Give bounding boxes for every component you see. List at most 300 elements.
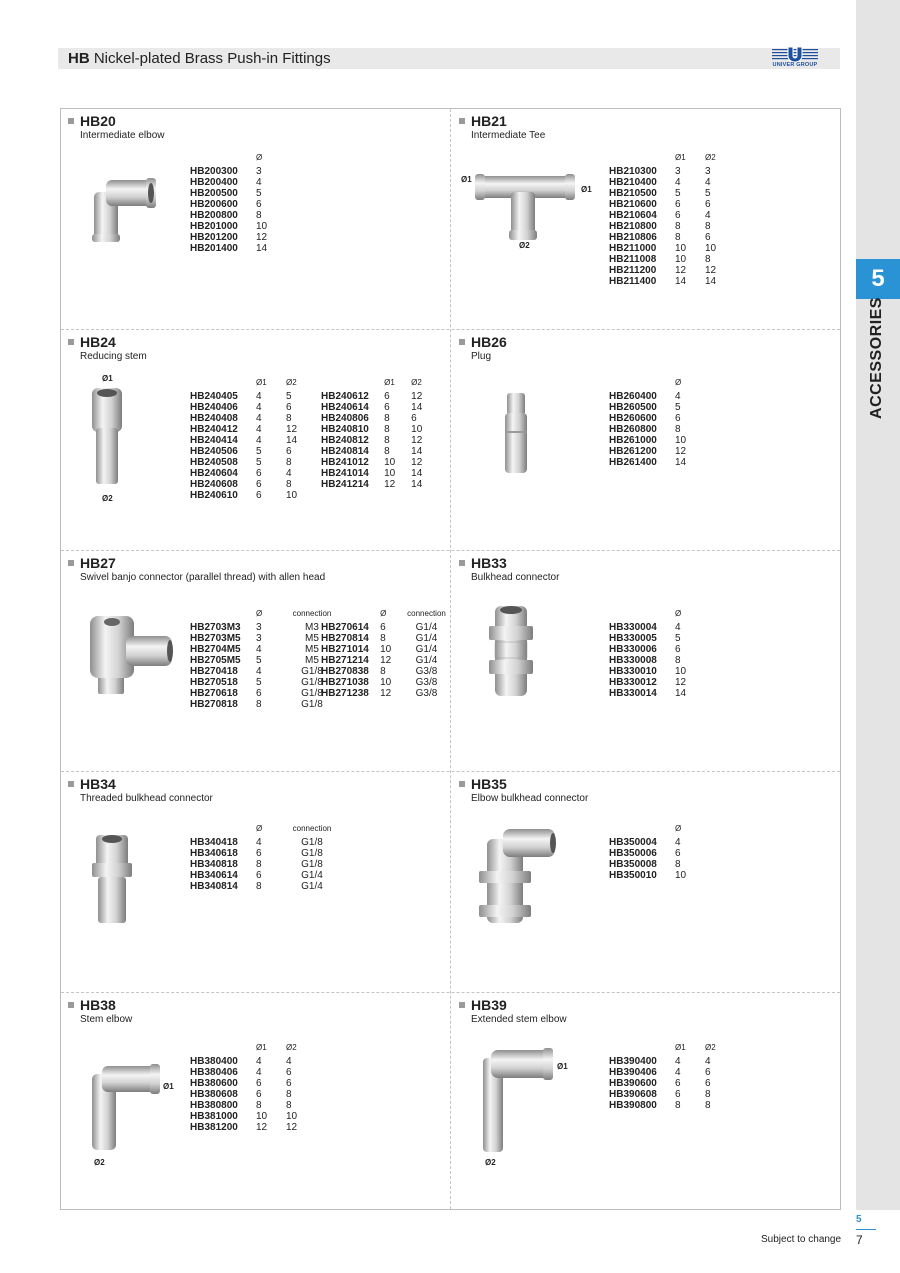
plug-icon — [503, 391, 529, 475]
bullet-icon — [68, 560, 74, 566]
dimension-value: 8 — [675, 424, 681, 435]
table-row — [609, 848, 705, 859]
banjo-connector-icon — [82, 612, 176, 696]
dimension-value: 4 — [675, 1056, 681, 1067]
footer-rule — [856, 1229, 876, 1230]
dimension-value: 10 — [256, 221, 268, 232]
part-number: HB240506 — [190, 446, 238, 457]
table-row — [190, 177, 286, 188]
part-number: HB350010 — [609, 870, 657, 881]
dimension-value: 3 — [256, 166, 262, 177]
column-header-code — [190, 608, 256, 622]
dimension-value: 12 — [380, 655, 392, 666]
bulkhead-connector-icon — [487, 604, 535, 698]
table-row — [609, 1100, 749, 1111]
part-number: HB211400 — [609, 276, 657, 287]
column-header-code — [321, 608, 380, 622]
part-number: HB2704M5 — [190, 644, 241, 655]
dimension-value: 8 — [384, 424, 390, 435]
dimension-value: 6 — [256, 1078, 262, 1089]
spec-table — [190, 823, 338, 892]
product-code: HB38 — [80, 997, 116, 1013]
part-number: HB200500 — [190, 188, 238, 199]
product-hb38 — [60, 994, 450, 1215]
chapter-number-tab: 5 — [856, 259, 900, 299]
table-row — [190, 391, 330, 402]
table-row — [609, 199, 749, 210]
product-code: HB33 — [471, 555, 507, 571]
extended-stem-elbow-icon — [475, 1046, 555, 1154]
spec-table — [190, 377, 330, 501]
spec-table-continued — [321, 608, 450, 699]
part-number: HB350006 — [609, 848, 657, 859]
dimension-value: 12 — [411, 391, 423, 402]
part-number: HB330004 — [609, 622, 657, 633]
table-row — [321, 457, 450, 468]
dimension-value: 8 — [256, 859, 262, 870]
table-row — [190, 688, 338, 699]
bullet-icon — [68, 118, 74, 124]
dimension-value: 4 — [256, 413, 262, 424]
spec-table — [190, 608, 338, 710]
table-row — [190, 633, 338, 644]
dimension-value: 5 — [675, 188, 681, 199]
part-number: HB270418 — [190, 666, 238, 677]
part-number: HB380406 — [190, 1067, 238, 1078]
table-row — [321, 435, 450, 446]
dimension-value: 4 — [675, 1067, 681, 1078]
product-description: Reducing stem — [80, 351, 147, 362]
part-number: HB240508 — [190, 457, 238, 468]
part-number: HB271038 — [321, 677, 369, 688]
dimension-value: 3 — [256, 633, 262, 644]
column-header: Ø1 — [256, 1043, 267, 1052]
table-row — [609, 166, 749, 177]
part-number: HB240604 — [190, 468, 238, 479]
column-header-code — [609, 608, 675, 622]
dimension-value: 8 — [256, 210, 262, 221]
table-row — [190, 243, 286, 254]
table-row — [321, 644, 450, 655]
dimension-value: M5 — [305, 633, 319, 644]
table-row — [190, 677, 338, 688]
dimension-value: 4 — [705, 1056, 711, 1067]
dimension-value: G1/8 — [301, 688, 323, 699]
dimension-value: 8 — [384, 435, 390, 446]
page-title-series: HB — [68, 50, 90, 67]
column-header-code — [609, 823, 675, 837]
dimension-value: 10 — [675, 243, 687, 254]
part-number: HB260400 — [609, 391, 657, 402]
product-code: HB27 — [80, 555, 116, 571]
dimension-value: 5 — [256, 457, 262, 468]
part-number: HB390800 — [609, 1100, 657, 1111]
dimension-value: 6 — [675, 199, 681, 210]
product-hb20 — [60, 110, 450, 331]
bullet-icon — [459, 339, 465, 345]
dimension-value: 4 — [256, 1067, 262, 1078]
table-row — [609, 1056, 749, 1067]
part-number: HB201000 — [190, 221, 238, 232]
table-row — [190, 424, 330, 435]
part-number: HB261000 — [609, 435, 657, 446]
part-number: HB210400 — [609, 177, 657, 188]
column-header: Ø1 — [256, 378, 267, 387]
dimension-value: 14 — [705, 276, 717, 287]
dimension-value: 12 — [675, 677, 687, 688]
part-number: HB340618 — [190, 848, 238, 859]
product-hb27 — [60, 552, 450, 773]
dimension-value: 10 — [384, 457, 396, 468]
product-hb34 — [60, 773, 450, 994]
product-hb26 — [451, 331, 841, 552]
dimension-value: G1/8 — [301, 848, 323, 859]
column-header: Ø2 — [705, 153, 716, 162]
table-row — [609, 457, 705, 468]
part-number: HB271238 — [321, 688, 369, 699]
dimension-value: 4 — [675, 391, 681, 402]
product-code: HB35 — [471, 776, 507, 792]
table-row — [321, 633, 450, 644]
dimension-value: 8 — [384, 446, 390, 457]
dimension-value: 6 — [675, 413, 681, 424]
table-row — [609, 221, 749, 232]
part-number: HB330010 — [609, 666, 657, 677]
table-row — [609, 633, 705, 644]
product-description: Plug — [471, 351, 492, 362]
dimension-value: 6 — [286, 1067, 292, 1078]
dimension-value: 12 — [286, 1122, 298, 1133]
part-number: HB240610 — [190, 490, 238, 501]
product-code: HB21 — [471, 113, 507, 129]
column-header-code — [190, 152, 256, 166]
dimension-value: G1/4 — [301, 881, 323, 892]
table-row — [190, 859, 338, 870]
part-number: HB200300 — [190, 166, 238, 177]
bullet-icon — [68, 781, 74, 787]
column-header: Ø — [256, 824, 263, 833]
column-header: Ø — [380, 609, 387, 618]
stem-elbow-icon — [86, 1062, 162, 1152]
table-row — [190, 644, 338, 655]
part-number: HB380608 — [190, 1089, 238, 1100]
part-number: HB330012 — [609, 677, 657, 688]
table-row — [190, 837, 338, 848]
part-number: HB340818 — [190, 859, 238, 870]
dimension-value: 6 — [384, 402, 390, 413]
part-number: HB2705M5 — [190, 655, 241, 666]
product-description: Intermediate elbow — [80, 130, 165, 141]
dimension-value: 4 — [705, 177, 711, 188]
table-row — [190, 446, 330, 457]
part-number: HB390608 — [609, 1089, 657, 1100]
dimension-value: 8 — [286, 1089, 292, 1100]
spec-table — [190, 152, 286, 254]
table-row — [609, 622, 705, 633]
dimension-value: 4 — [705, 210, 711, 221]
product-code: HB39 — [471, 997, 507, 1013]
table-row — [190, 413, 330, 424]
dimension-value: 6 — [411, 413, 417, 424]
footer-note: Subject to change — [761, 1234, 842, 1245]
part-number: HB211000 — [609, 243, 657, 254]
dimension-value: 14 — [411, 446, 423, 457]
table-row — [190, 166, 286, 177]
part-number: HB241214 — [321, 479, 369, 490]
part-number: HB240608 — [190, 479, 238, 490]
page-title-text: Nickel-plated Brass Push-in Fittings — [93, 50, 331, 67]
part-number: HB271014 — [321, 644, 369, 655]
column-header: Ø2 — [411, 378, 422, 387]
part-number: HB330008 — [609, 655, 657, 666]
dimension-value: 3 — [705, 166, 711, 177]
dimension-value: 12 — [411, 457, 423, 468]
dimension-value: 8 — [675, 221, 681, 232]
spec-table — [609, 823, 705, 881]
dimension-value: 8 — [675, 1100, 681, 1111]
dimension-value: 8 — [675, 655, 681, 666]
part-number: HB330006 — [609, 644, 657, 655]
dimension-value: G1/8 — [301, 666, 323, 677]
dimension-value: G3/8 — [415, 666, 438, 677]
spec-table — [609, 608, 705, 699]
column-header: Ø2 — [705, 1043, 716, 1052]
dimension-value: 4 — [256, 435, 262, 446]
dimension-value: 12 — [675, 446, 687, 457]
dimension-value: 4 — [286, 468, 292, 479]
part-number: HB390406 — [609, 1067, 657, 1078]
dimension-value: 12 — [286, 424, 298, 435]
dimension-value: 8 — [384, 413, 390, 424]
product-description: Threaded bulkhead connector — [80, 793, 213, 804]
part-number: HB270518 — [190, 677, 238, 688]
dimension-value: 4 — [256, 644, 262, 655]
table-row — [321, 479, 450, 490]
table-row — [609, 677, 705, 688]
table-row — [190, 435, 330, 446]
dimension-value: 14 — [411, 479, 423, 490]
table-row — [321, 446, 450, 457]
dimension-label: Ø2 — [94, 1158, 105, 1167]
table-row — [321, 622, 450, 633]
bullet-icon — [459, 1002, 465, 1008]
part-number: HB381000 — [190, 1111, 238, 1122]
part-number: HB240806 — [321, 413, 369, 424]
dimension-value: 8 — [705, 1100, 711, 1111]
column-header-code — [190, 377, 256, 391]
table-row — [609, 188, 749, 199]
table-row — [190, 221, 286, 232]
dimension-value: G3/8 — [415, 677, 438, 688]
spec-table — [609, 1042, 749, 1111]
part-number: HB240612 — [321, 391, 369, 402]
table-row — [609, 644, 705, 655]
dimension-value: G1/4 — [415, 655, 438, 666]
table-row — [190, 232, 286, 243]
part-number: HB380400 — [190, 1056, 238, 1067]
table-row — [321, 655, 450, 666]
dimension-value: 6 — [705, 232, 711, 243]
table-row — [190, 1111, 330, 1122]
part-number: HB2703M3 — [190, 622, 241, 633]
part-number: HB340418 — [190, 837, 238, 848]
table-row — [609, 446, 705, 457]
dimension-value: 6 — [286, 1078, 292, 1089]
table-row — [609, 655, 705, 666]
table-row — [321, 413, 450, 424]
table-row — [190, 655, 338, 666]
dimension-value: 14 — [675, 688, 687, 699]
dimension-label: Ø1 — [163, 1082, 174, 1091]
part-number: HB240614 — [321, 402, 369, 413]
table-row — [190, 1122, 330, 1133]
table-row — [609, 859, 705, 870]
dimension-value: 14 — [411, 468, 423, 479]
part-number: HB210806 — [609, 232, 657, 243]
dimension-value: 6 — [675, 644, 681, 655]
threaded-bulkhead-icon — [90, 833, 134, 925]
dimension-value: 6 — [675, 1078, 681, 1089]
column-header: Ø1 — [384, 378, 395, 387]
dimension-value: 6 — [286, 402, 292, 413]
dimension-value: 14 — [286, 435, 298, 446]
dimension-value: G1/8 — [301, 677, 323, 688]
part-number: HB340814 — [190, 881, 238, 892]
table-row — [609, 1067, 749, 1078]
product-description: Stem elbow — [80, 1014, 133, 1025]
product-hb39 — [451, 994, 841, 1215]
dimension-value: 8 — [256, 881, 262, 892]
dimension-value: 8 — [286, 457, 292, 468]
part-number: HB261400 — [609, 457, 657, 468]
dimension-label: Ø2 — [485, 1158, 496, 1167]
part-number: HB390400 — [609, 1056, 657, 1067]
part-number: HB240414 — [190, 435, 238, 446]
dimension-value: 5 — [675, 402, 681, 413]
table-row — [190, 1067, 330, 1078]
table-row — [321, 468, 450, 479]
column-header-code — [609, 377, 675, 391]
dimension-value: 8 — [256, 1100, 262, 1111]
dimension-value: 10 — [384, 468, 396, 479]
dimension-value: 3 — [675, 166, 681, 177]
part-number: HB240812 — [321, 435, 369, 446]
dimension-value: 8 — [705, 1089, 711, 1100]
dimension-value: 8 — [286, 1100, 292, 1111]
dimension-value: 6 — [705, 1067, 711, 1078]
table-row — [321, 402, 450, 413]
dimension-value: 6 — [384, 391, 390, 402]
dimension-value: 6 — [380, 622, 386, 633]
dimension-value: 12 — [411, 435, 423, 446]
table-row — [190, 622, 338, 633]
column-header: Ø — [675, 378, 682, 387]
column-header: Ø1 — [675, 153, 686, 162]
spec-table — [190, 1042, 330, 1133]
dimension-value: 10 — [675, 666, 687, 677]
table-row — [609, 177, 749, 188]
dimension-value: 3 — [256, 622, 262, 633]
table-row — [609, 210, 749, 221]
dimension-value: 5 — [256, 655, 262, 666]
part-number: HB330005 — [609, 633, 657, 644]
table-row — [609, 435, 705, 446]
dimension-value: 6 — [256, 199, 262, 210]
table-row — [609, 243, 749, 254]
column-header: Ø1 — [675, 1043, 686, 1052]
part-number: HB381200 — [190, 1122, 238, 1133]
table-row — [190, 848, 338, 859]
part-number: HB340614 — [190, 870, 238, 881]
part-number: HB240408 — [190, 413, 238, 424]
part-number: HB261200 — [609, 446, 657, 457]
product-hb35 — [451, 773, 841, 994]
dimension-value: 10 — [380, 644, 392, 655]
column-header: connection — [407, 609, 446, 618]
dimension-value: 5 — [675, 633, 681, 644]
part-number: HB240405 — [190, 391, 238, 402]
dimension-value: 6 — [256, 468, 262, 479]
table-row — [321, 666, 450, 677]
part-number: HB270618 — [190, 688, 238, 699]
column-header: Ø — [675, 824, 682, 833]
table-row — [190, 210, 286, 221]
table-row — [190, 468, 330, 479]
table-row — [190, 1056, 330, 1067]
dimension-value: 8 — [675, 232, 681, 243]
part-number: HB260800 — [609, 424, 657, 435]
reducing-stem-icon — [90, 386, 124, 486]
part-number: HB210604 — [609, 210, 657, 221]
dimension-value: G1/8 — [301, 837, 323, 848]
dimension-value: 14 — [411, 402, 423, 413]
dimension-value: G1/8 — [301, 859, 323, 870]
dimension-value: 8 — [256, 699, 262, 710]
dimension-value: 6 — [256, 1089, 262, 1100]
part-number: HB270614 — [321, 622, 369, 633]
table-row — [609, 402, 705, 413]
dimension-value: 4 — [675, 177, 681, 188]
footer-chapter-number: 5 — [856, 1214, 862, 1225]
part-number: HB200800 — [190, 210, 238, 221]
product-code: HB24 — [80, 334, 116, 350]
table-row — [609, 424, 705, 435]
column-header: Ø2 — [286, 1043, 297, 1052]
table-row — [190, 1089, 330, 1100]
dimension-value: 8 — [705, 221, 711, 232]
dimension-value: 14 — [675, 276, 687, 287]
table-row — [190, 402, 330, 413]
dimension-value: 6 — [286, 446, 292, 457]
dimension-value: 4 — [675, 622, 681, 633]
dimension-value: 12 — [256, 1122, 268, 1133]
dimension-value: 10 — [380, 677, 392, 688]
part-number: HB211200 — [609, 265, 657, 276]
part-number: HB270838 — [321, 666, 369, 677]
dimension-value: 6 — [256, 490, 262, 501]
dimension-value: G1/4 — [415, 644, 438, 655]
part-number: HB210800 — [609, 221, 657, 232]
part-number: HB200600 — [190, 199, 238, 210]
dimension-value: 12 — [705, 265, 717, 276]
table-row — [321, 391, 450, 402]
part-number: HB330014 — [609, 688, 657, 699]
table-row — [190, 199, 286, 210]
part-number: HB390600 — [609, 1078, 657, 1089]
dimension-value: 14 — [256, 243, 268, 254]
dimension-value: 4 — [256, 666, 262, 677]
dimension-value: 6 — [675, 210, 681, 221]
